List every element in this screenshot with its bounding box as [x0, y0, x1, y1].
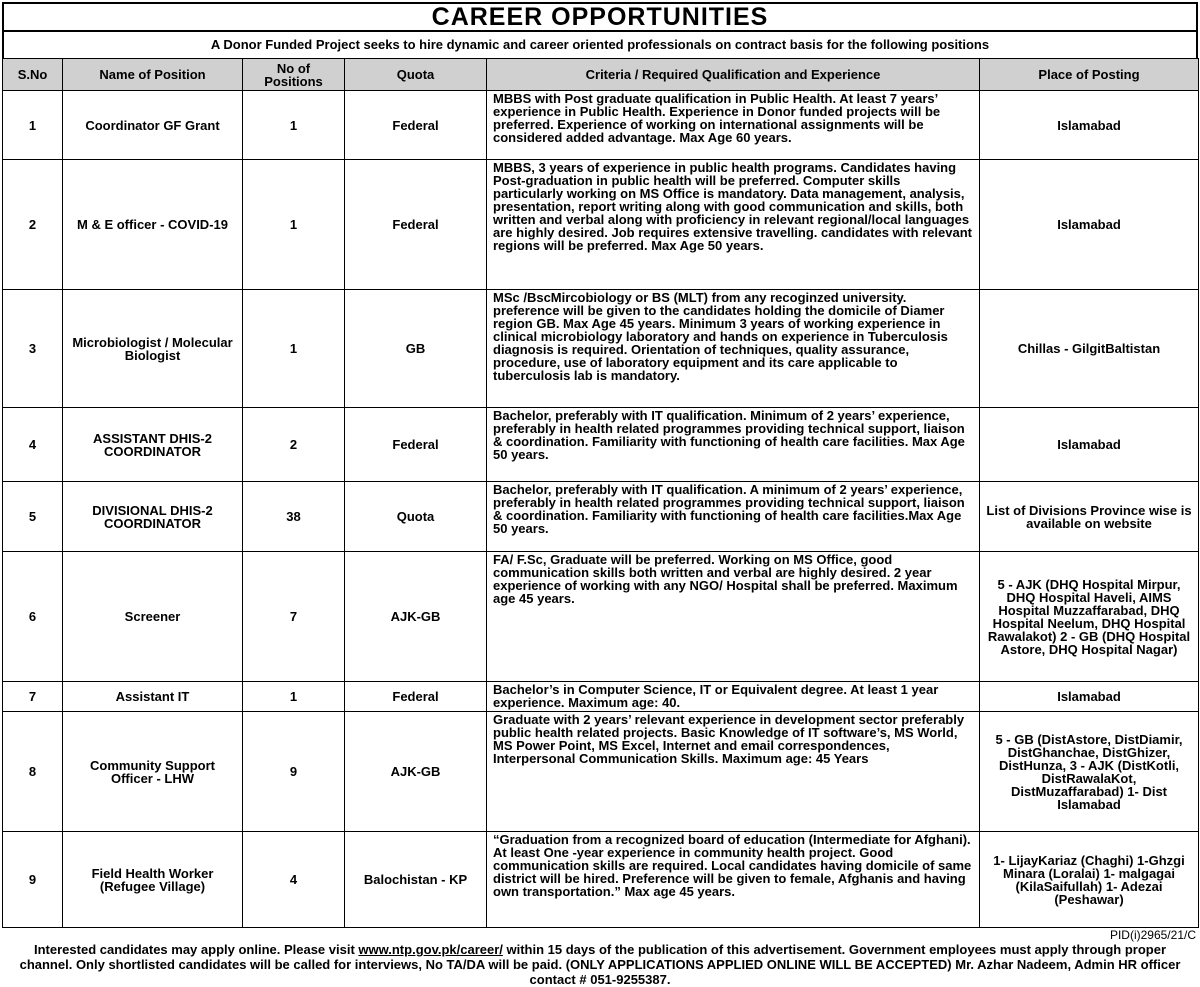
table-row: [3, 91, 1199, 160]
cell-quota: Balochistan - KP: [345, 832, 487, 928]
table-header-row: [3, 59, 1199, 91]
cell-quota: Federal: [345, 160, 487, 290]
cell-quota: AJK-GB: [345, 552, 487, 682]
cell-count: 38: [243, 482, 345, 552]
column-header-criteria: Criteria / Required Qualification and Experience: [487, 59, 980, 91]
cell-posting: Islamabad: [980, 682, 1199, 712]
table-row: [3, 408, 1199, 482]
cell-posting: Islamabad: [980, 91, 1199, 160]
cell-count: 9: [243, 712, 345, 832]
table-row: [3, 832, 1199, 928]
positions-table: [2, 58, 1199, 928]
cell-quota: Quota: [345, 482, 487, 552]
pid-row: [2, 928, 1198, 942]
cell-posting: 1- LijayKariaz (Chaghi) 1-Ghzgi Minara (Loralai) 1- malgagai (KilaSaifullah) 1- Adezai (Peshawar): [980, 832, 1199, 928]
column-header-count: No of Positions: [243, 59, 345, 91]
cell-criteria: Bachelor, preferably with IT qualification. A minimum of 2 years’ experience, preferably in health related programmes providing technical support, liaison & coordination. Familiarity with functioning of health care facilities.Max Age 50 years.: [487, 482, 980, 552]
cell-quota: Federal: [345, 408, 487, 482]
cell-criteria: MSc /BscMircobiology or BS (MLT) from any recoginzed university. preference will be given to the candidates holding the domicile of Diamer region GB. Max Age 45 years. Minimum 3 years of working experience in clinical microbiology laboratory and hands on experience in Tuberculosis diagnosis is required. Orientation of techniques, quality assurance, procedure, use of laboratory equipment and its care applicable to tuberculosis lab is mandatory.: [487, 290, 980, 408]
cell-position: Community Support Officer - LHW: [63, 712, 243, 832]
cell-posting: 5 - AJK (DHQ Hospital Mirpur, DHQ Hospital Haveli, AIMS Hospital Muzzaffarabad, DHQ Hospital Neelum, DHQ Hospital Rawalakot) 2 - GB (DHQ Hospital Astore, DHQ Hospital Nagar): [980, 552, 1199, 682]
cell-count: 2: [243, 408, 345, 482]
cell-criteria: MBBS, 3 years of experience in public health programs. Candidates having Post-graduation in public health will be preferred. Computer skills particularly working on MS Office is mandatory. Data management, analysis, presentation, report writing along with good communication and skills, both written and verbal along with proficiency in relevant regional/local languages are highly desired. Job requires extensive travelling. candidates with relevant regions will be preferred. Max Age 50 years.: [487, 160, 980, 290]
page-title: CAREER OPPORTUNITIES: [2, 2, 1198, 32]
table-row: [3, 290, 1199, 408]
cell-sno: 6: [3, 552, 63, 682]
cell-sno: 1: [3, 91, 63, 160]
cell-sno: 2: [3, 160, 63, 290]
cell-criteria: Bachelor, preferably with IT qualification. Minimum of 2 years’ experience, preferably in health related programmes providing technical support, liaison & coordination. Familiarity with functioning of health care facilities. Max Age 50 years.: [487, 408, 980, 482]
table-row: [3, 160, 1199, 290]
advertisement-page: [2, 2, 1198, 987]
cell-criteria: MBBS with Post graduate qualification in Public Health. At least 7 years’ experience in Public Health. Experience in Donor funded projects will be preferred. Experience of working on international assignments will be considered added advantage. Max Age 60 years.: [487, 91, 980, 160]
cell-count: 4: [243, 832, 345, 928]
cell-count: 1: [243, 682, 345, 712]
cell-position: ASSISTANT DHIS-2 COORDINATOR: [63, 408, 243, 482]
cell-criteria: “Graduation from a recognized board of education (Intermediate for Afghani). At least One -year experience in community health project. Good communication skills are required. Local candidates having domicile of same district will be hired. Preference will be given to female, Afghanis and having own transportation.” Max age 45 years.: [487, 832, 980, 928]
cell-posting: Islamabad: [980, 160, 1199, 290]
column-header-position: Name of Position: [63, 59, 243, 91]
cell-count: 7: [243, 552, 345, 682]
cell-count: 1: [243, 160, 345, 290]
cell-sno: 9: [3, 832, 63, 928]
column-header-quota: Quota: [345, 59, 487, 91]
page-subtitle: A Donor Funded Project seeks to hire dynamic and career oriented professionals on contract basis for the following positions: [2, 32, 1198, 58]
cell-posting: Islamabad: [980, 408, 1199, 482]
cell-position: M & E officer - COVID-19: [63, 160, 243, 290]
cell-position: Field Health Worker (Refugee Village): [63, 832, 243, 928]
column-header-posting: Place of Posting: [980, 59, 1199, 91]
cell-position: Coordinator GF Grant: [63, 91, 243, 160]
cell-criteria: Bachelor’s in Computer Science, IT or Equivalent degree. At least 1 year experience. Maximum age: 40.: [487, 682, 980, 712]
cell-quota: Federal: [345, 91, 487, 160]
cell-posting: List of Divisions Province wise is available on website: [980, 482, 1199, 552]
cell-quota: Federal: [345, 682, 487, 712]
cell-sno: 8: [3, 712, 63, 832]
table-row: [3, 482, 1199, 552]
cell-position: Microbiologist / Molecular Biologist: [63, 290, 243, 408]
application-instructions: [2, 942, 1198, 987]
cell-position: Screener: [63, 552, 243, 682]
cell-sno: 5: [3, 482, 63, 552]
column-header-sno: S.No: [3, 59, 63, 91]
cell-sno: 7: [3, 682, 63, 712]
cell-posting: Chillas - GilgitBaltistan: [980, 290, 1199, 408]
career-link[interactable]: www.ntp.gov.pk/career/: [358, 942, 503, 957]
cell-count: 1: [243, 91, 345, 160]
footer-text-end: within 15 days of the publication of this advertisement. Government employees must apply through proper channel. Only shortlisted candidates will be called for interviews, No TA/DA will be paid. (ONLY APPLICATIONS APPLIED ONLINE WILL BE ACCEPTED) Mr. Azhar Nadeem, Admin HR officer contact # 051-9255387.: [19, 942, 1181, 987]
cell-sno: 3: [3, 290, 63, 408]
cell-sno: 4: [3, 408, 63, 482]
cell-quota: GB: [345, 290, 487, 408]
cell-criteria: Graduate with 2 years’ relevant experience in development sector preferably public health related projects. Basic Knowledge of IT software’s, MS World, MS Power Point, MS Excel, Internet and email correspondences, Interpersonal Communication Skills. Maximum age: 45 Years: [487, 712, 980, 832]
cell-criteria: FA/ F.Sc, Graduate will be preferred. Working on MS Office, good communication skills both written and verbal are highly desired. 2 year experience of working with any NGO/ Hospital shall be preferred. Maximum age 45 years.: [487, 552, 980, 682]
publication-id: PID(i)2965/21/C: [1109, 928, 1196, 942]
cell-quota: AJK-GB: [345, 712, 487, 832]
footer-text-start: Interested candidates may apply online. Please visit: [34, 942, 359, 957]
cell-position: DIVISIONAL DHIS-2 COORDINATOR: [63, 482, 243, 552]
table-row: [3, 682, 1199, 712]
cell-count: 1: [243, 290, 345, 408]
cell-position: Assistant IT: [63, 682, 243, 712]
table-row: [3, 712, 1199, 832]
table-row: [3, 552, 1199, 682]
cell-posting: 5 - GB (DistAstore, DistDiamir, DistGhanchae, DistGhizer, DistHunza, 3 - AJK (DistKotli, DistRawalaKot, DistMuzaffarabad) 1- Dist Islamabad: [980, 712, 1199, 832]
